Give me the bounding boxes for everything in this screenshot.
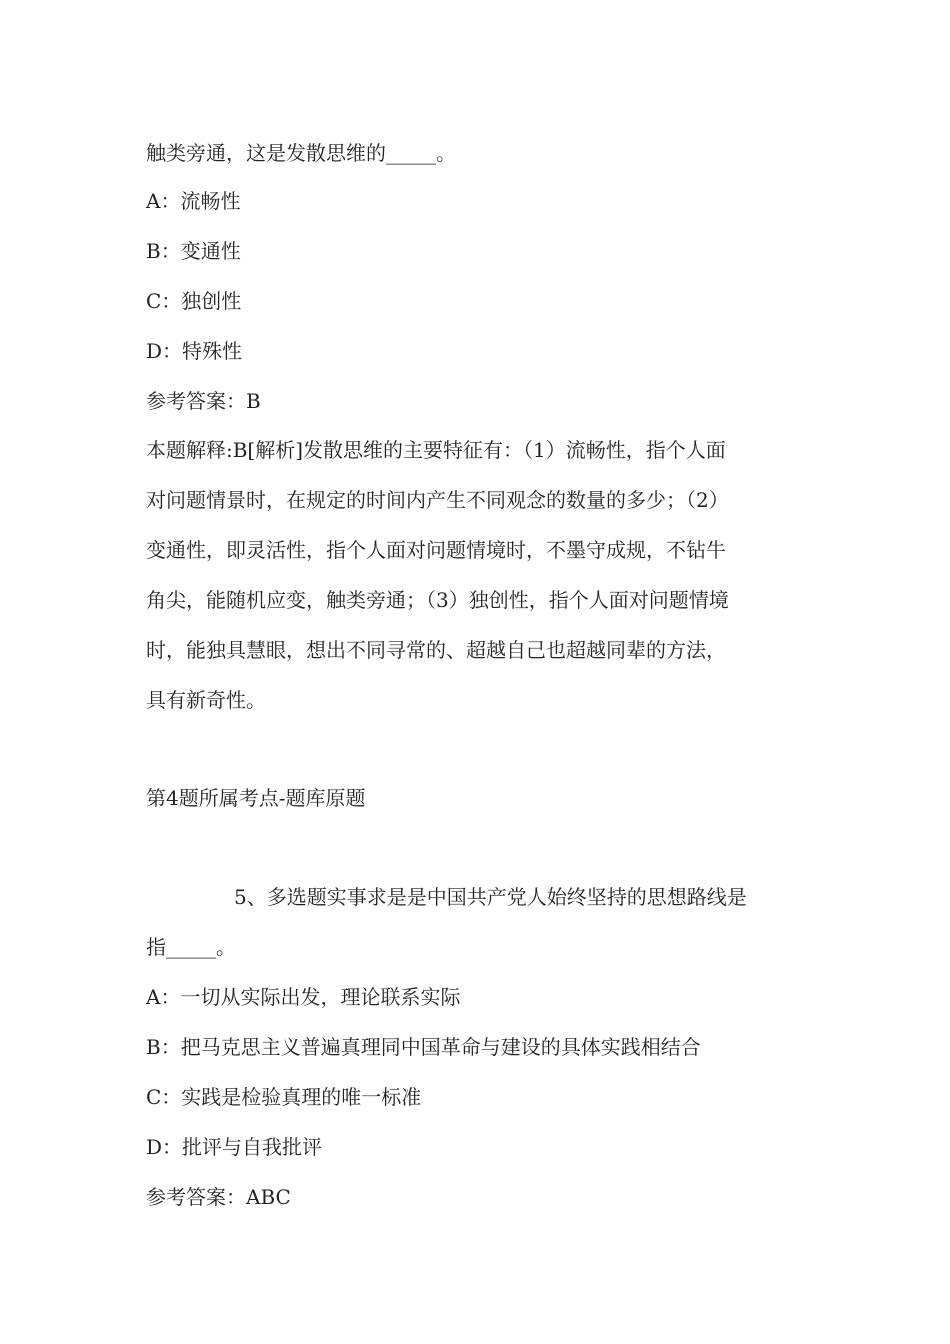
explanation-paragraph <box>146 436 816 736</box>
option-b: B：把马克思主义普遍真理同中国革命与建设的具体实践相结合 <box>146 1035 701 1059</box>
option-c: C：实践是检验真理的唯一标准 <box>146 1085 422 1109</box>
option-a: A：流畅性 <box>146 189 241 213</box>
option-c: C：独创性 <box>146 289 242 313</box>
answer-text: 参考答案：B <box>146 389 261 413</box>
question-stem: 5、多选题实事求是是中国共产党人始终坚持的思想路线是 <box>234 885 747 909</box>
explanation-line: 时，能独具慧眼，想出不同寻常的、超越自己也超越同辈的方法， <box>146 638 726 662</box>
explanation-line: 角尖，能随机应变，触类旁通；（3）独创性，指个人面对问题情境 <box>146 588 729 612</box>
question-stem-continued: 指_____。 <box>146 935 236 959</box>
answer-text: 参考答案：ABC <box>146 1185 291 1209</box>
option-a: A：一切从实际出发，理论联系实际 <box>146 985 461 1009</box>
explanation-line: 具有新奇性。 <box>146 688 266 712</box>
question-stem-tail: 触类旁通，这是发散思维的_____。 <box>146 141 456 165</box>
explanation-line: 对问题情景时，在规定的时间内产生不同观念的数量的多少；（2） <box>146 488 729 512</box>
topic-label: 第4题所属考点-题库原题 <box>146 786 366 810</box>
option-d: D：批评与自我批评 <box>146 1135 323 1159</box>
explanation-line: 本题解释:B[解析]发散思维的主要特征有：（1）流畅性，指个人面 <box>146 438 726 462</box>
option-d: D：特殊性 <box>146 339 243 363</box>
explanation-line: 变通性，即灵活性，指个人面对问题情境时，不墨守成规，不钻牛 <box>146 538 726 562</box>
option-b: B：变通性 <box>146 239 241 263</box>
